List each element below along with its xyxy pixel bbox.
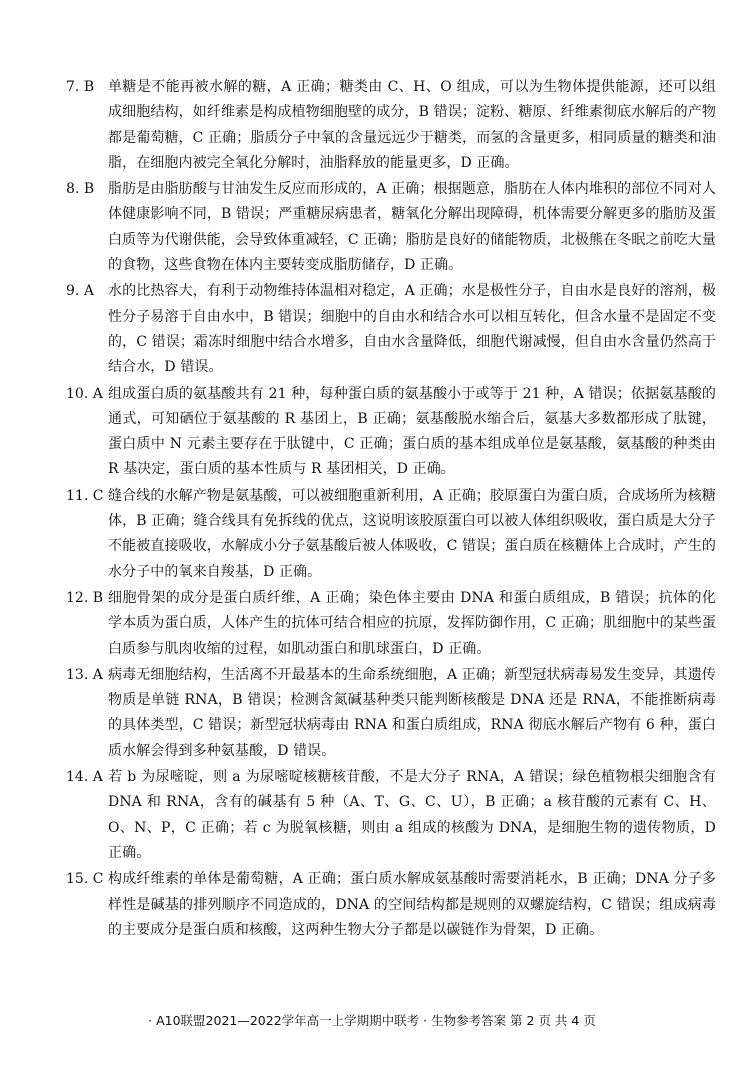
answer-letter: A	[92, 769, 103, 786]
answer-letter: B	[83, 79, 95, 95]
number-label: 11.	[66, 487, 89, 504]
answer-item-13	[66, 663, 716, 764]
answer-item-11	[66, 484, 716, 585]
answer-letter: A	[83, 283, 94, 300]
answer-item-14	[66, 765, 716, 866]
answer-item-8	[66, 177, 716, 278]
number-label: 15.	[66, 871, 89, 888]
explanation-text: 细胞骨架的成分是蛋白质纤维，A 正确；染色体主要由 DNA 和蛋白质组成，B 错误；抗体的化学本质为蛋白质，人体产生的抗体可结合相应的抗原，发挥防御作用，C 正确；肌细胞中的某些蛋白质参与肌肉收缩的过程，如肌动蛋白和肌球蛋白，D 正确。	[108, 589, 716, 657]
explanation-text: 水的比热容大，有利于动物维持体温相对稳定，A 正确；水是极性分子，自由水是良好的溶剂，极性分子易溶于自由水中，B 错误；细胞中的自由水和结合水可以相互转化，但含水量不是固定不变的，C 错误；霜冻时细胞中结合水增多，自由水含量降低，细胞代谢减慢，但自由水含量仍然高于结合水，D 错误。	[108, 283, 716, 376]
question-number	[66, 279, 108, 380]
question-number	[66, 177, 108, 278]
number-label: 9.	[66, 283, 80, 300]
answer-item-9	[66, 279, 716, 380]
number-label: 13.	[66, 666, 89, 683]
answer-item-7	[66, 75, 716, 176]
question-number	[66, 867, 108, 943]
answer-list	[66, 75, 716, 944]
answer-item-15	[66, 867, 716, 943]
explanation-text: 构成纤维素的单体是葡萄糖，A 正确；蛋白质水解成氨基酸时需要消耗水，B 正确；DNA 分子多样性是碱基的排列顺序不同造成的，DNA 的空间结构都是规则的双螺旋结构，C 错误；组成病毒的主要成分是蛋白质和核酸，这两种生物大分子都是以碳链作为骨架，D 正确。	[108, 871, 716, 938]
explanation-text: 单糖是不能再被水解的糖，A 正确；糖类由 C、H、O 组成，可以为生物体提供能源，还可以组成细胞结构，如纤维素是构成植物细胞壁的成分，B 错误；淀粉、糖原、纤维素彻底水解后的产物都是葡萄糖，C 正确；脂质分子中氧的含量远远少于糖类，而氢的含量更多，相同质量的糖类和油脂，在细胞内被完全氧化分解时，油脂释放的能量更多，D 正确。	[108, 79, 716, 171]
explanation-text: 病毒无细胞结构，生活离不开最基本的生命系统细胞，A 正确；新型冠状病毒易发生变异，其遗传物质是单链 RNA，B 错误；检测含氮碱基种类只能判断核酸是 DNA 还是 RNA，不能推断病毒的具体类型，C 错误；新型冠状病毒由 RNA 和蛋白质组成，RNA 彻底水解后产物有 6 种，蛋白质水解会得到多种氨基酸，D 错误。	[108, 666, 716, 759]
answer-letter: C	[92, 871, 104, 888]
answer-letter: B	[83, 181, 95, 198]
question-number	[66, 484, 108, 585]
explanation-text: 缝合线的水解产物是氨基酸，可以被细胞重新利用，A 正确；胶原蛋白为蛋白质，合成场所为核糖体，B 正确；缝合线具有免拆线的优点，这说明该胶原蛋白可以被人体组织吸收，蛋白质是大分子不能被直接吸收，水解成小分子氨基酸后被人体吸收，C 错误；蛋白质在核糖体上合成时，产生的水分子中的氧来自羧基，D 正确。	[108, 487, 716, 580]
question-number	[66, 75, 108, 176]
answer-item-12	[66, 586, 716, 662]
answer-letter: C	[92, 487, 104, 504]
page-footer: · A10联盟2021—2022学年高一上学期期中联考 · 生物参考答案 第 2 页 共 4 页	[148, 1013, 596, 1028]
number-label: 14.	[66, 769, 89, 786]
answer-letter: A	[92, 385, 103, 402]
question-number	[66, 663, 108, 764]
answer-letter: A	[92, 666, 103, 683]
answer-letter: B	[92, 589, 104, 606]
number-label: 8.	[66, 181, 80, 198]
question-number	[66, 586, 108, 662]
answer-item-10	[66, 382, 716, 483]
question-number	[66, 765, 108, 866]
explanation-text: 若 b 为尿嘧啶，则 a 为尿嘧啶核糖核苷酸，不是大分子 RNA，A 错误；绿色植物根尖细胞含有 DNA 和 RNA，含有的碱基有 5 种（A、T、G、C、U），B 正确；a 核苷酸的元素有 C、H、O、N、P，C 正确；若 c 为脱氧核糖，则由 a 组成的核酸为 DNA，是细胞生物的遗传物质，D 正确。	[108, 769, 716, 861]
number-label: 12.	[66, 589, 89, 606]
explanation-text: 组成蛋白质的氨基酸共有 21 种，每种蛋白质的氨基酸小于或等于 21 种，A 错误；依据氨基酸的通式，可知硒位于氨基酸的 R 基团上，B 正确；氨基酸脱水缩合后，氨基大多数都形成了肽键，蛋白质中 N 元素主要存在于肽键中，C 正确；蛋白质的基本组成单位是氨基酸，氨基酸的种类由 R 基决定，蛋白质的基本性质与 R 基团相关，D 正确。	[108, 385, 716, 478]
number-label: 7.	[66, 79, 80, 95]
number-label: 10.	[66, 385, 89, 402]
question-number	[66, 382, 108, 483]
explanation-text: 脂肪是由脂肪酸与甘油发生反应而形成的，A 正确；根据题意，脂肪在人体内堆积的部位不同对人体健康影响不同，B 错误；严重糖尿病患者，糖氧化分解出现障碍，机体需要分解更多的脂肪及蛋白质等为代谢供能，会导致体重减轻，C 正确；脂肪是良好的储能物质，北极熊在冬眠之前吃大量的食物，这些食物在体内主要转变成脂肪储存，D 正确。	[108, 181, 716, 274]
